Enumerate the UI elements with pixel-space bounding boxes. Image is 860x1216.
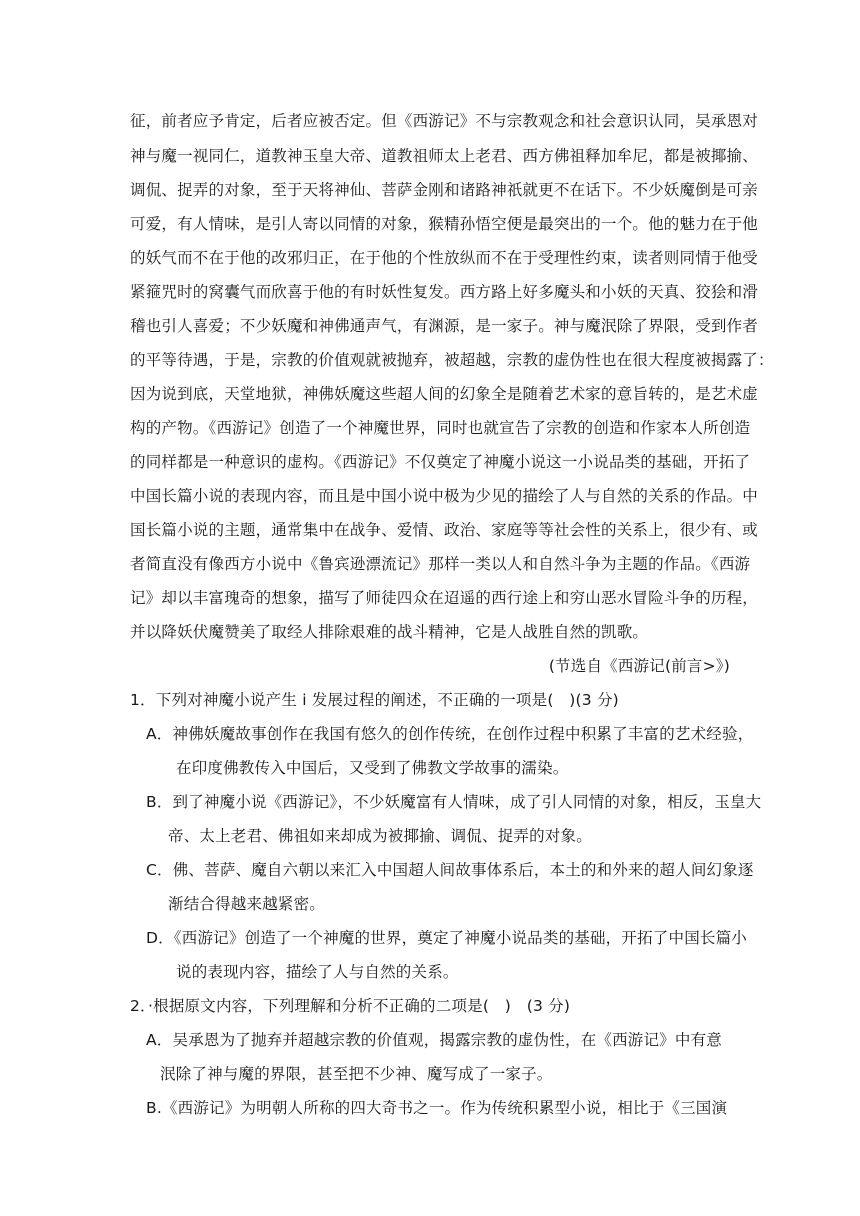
- passage-line: 中国长篇小说的表现内容，而且是中国小说中极为少见的描绘了人与自然的关系的作品。中: [130, 487, 759, 505]
- question-2-stem: 2．·根据原文内容，下列理解和分析不正确的二项是( ) (3 分): [130, 997, 571, 1015]
- passage-line: 构的产物。《西游记》创造了一个神魔世界，同时也就宣告了宗教的创造和作家本人所创造: [130, 419, 751, 437]
- passage-line: 的妖气而不在于他的改邪归正，在于他的个性放纵而不在于受理性约束，读者则同情于他受: [130, 249, 759, 267]
- q1-option-d-cont: 说的表现内容，描绘了人与自然的关系。: [176, 963, 459, 981]
- passage-line: 调侃、捉弄的对象，至于天将神仙、菩萨金刚和诸路神祇就更不在话下。不少妖魔倒是可亲: [130, 181, 759, 199]
- passage-line: 神与魔一视同仁，道教神玉皇大帝、道教祖师太上老君、西方佛祖释加牟尼，都是被揶揄、: [130, 147, 759, 165]
- question-1-stem: 1．下列对神魔小说产生 i 发展过程的阐述，不正确的一项是( )(3 分): [130, 691, 619, 709]
- passage-line: 因为说到底，天堂地狱，神佛妖魔这些超人间的幻象全是随着艺术家的意旨转的，是艺术虚: [130, 385, 759, 403]
- passage-line: 可爱，有人情味，是引人寄以同情的对象，猴精孙悟空便是最突出的一个。他的魅力在于他: [130, 215, 759, 233]
- passage-line: 稽也引人喜爱；不少妖魔和神佛通声气，有渊源，是一家子。神与魔泯除了界限，受到作者: [130, 317, 759, 335]
- passage-line: 紧箍咒时的窝囊气而欣喜于他的有时妖性复发。西方路上好多魔头和小妖的天真、狡狯和滑: [130, 283, 759, 301]
- q2-option-a: A．吴承恩为了抛弃并超越宗教的价值观，揭露宗教的虚伪性，在《西游记》中有意: [146, 1031, 723, 1049]
- q2-option-a-cont: 泯除了神与魔的界限，甚至把不少神、魔写成了一家子。: [160, 1065, 553, 1083]
- q1-option-d: D．《西游记》创造了一个神魔的世界，奠定了神魔小说品类的基础，开拓了中国长篇小: [146, 929, 747, 947]
- passage-line: 记》却以丰富瑰奇的想象，描写了师徒四众在迢遥的西行途上和穷山恶水冒险斗争的历程，: [130, 589, 759, 607]
- passage-line: 的平等待遇，于是，宗教的价值观就被抛弃，被超越，宗教的虚伪性也在很大程度被揭露了：: [130, 351, 774, 369]
- q1-option-a: A．神佛妖魔故事创作在我国有悠久的创作传统，在创作过程中积累了丰富的艺术经验，: [146, 725, 754, 743]
- q1-option-a-cont: 在印度佛教传入中国后，又受到了佛教文学故事的濡染。: [176, 759, 569, 777]
- passage-line: 的同样都是一种意识的虚构。《西游记》不仅奠定了神魔小说这一小说品类的基础，开拓了: [130, 453, 751, 471]
- q1-option-b: B．到了神魔小说《西游记》，不少妖魔富有人情味，成了引人同情的对象，相反，玉皇大: [146, 793, 762, 811]
- passage-line: 征，前者应予肯定，后者应被否定。但《西游记》不与宗教观念和社会意识认同，吴承恩对: [130, 112, 759, 130]
- q1-option-b-cont: 帝、太上老君、佛祖如来却成为被揶揄、调侃、捉弄的对象。: [168, 827, 592, 845]
- passage-line: 国长篇小说的主题，通常集中在战争、爱情、政治、家庭等等社会性的关系上，很少有、或: [130, 521, 759, 539]
- passage-line: 者简直没有像西方小说中《鲁宾逊漂流记》那样一类以人和自然斗争为主题的作品。《西游: [130, 555, 751, 573]
- q1-option-c: C．佛、菩萨、魔自六朝以来汇入中国超人间故事体系后，本土的和外来的超人间幻象逐: [146, 861, 754, 879]
- q1-option-c-cont: 渐结合得越来越紧密。: [168, 895, 326, 913]
- passage-line: 并以降妖伏魔赞美了取经人排除艰难的战斗精神，它是人战胜自然的凯歌。: [130, 623, 649, 641]
- passage-source: (节选自《西游记(前言>》): [548, 657, 730, 675]
- q2-option-b: B.《西游记》为明朝人所称的四大奇书之一。作为传统积累型小说，相比于《三国演: [146, 1099, 728, 1117]
